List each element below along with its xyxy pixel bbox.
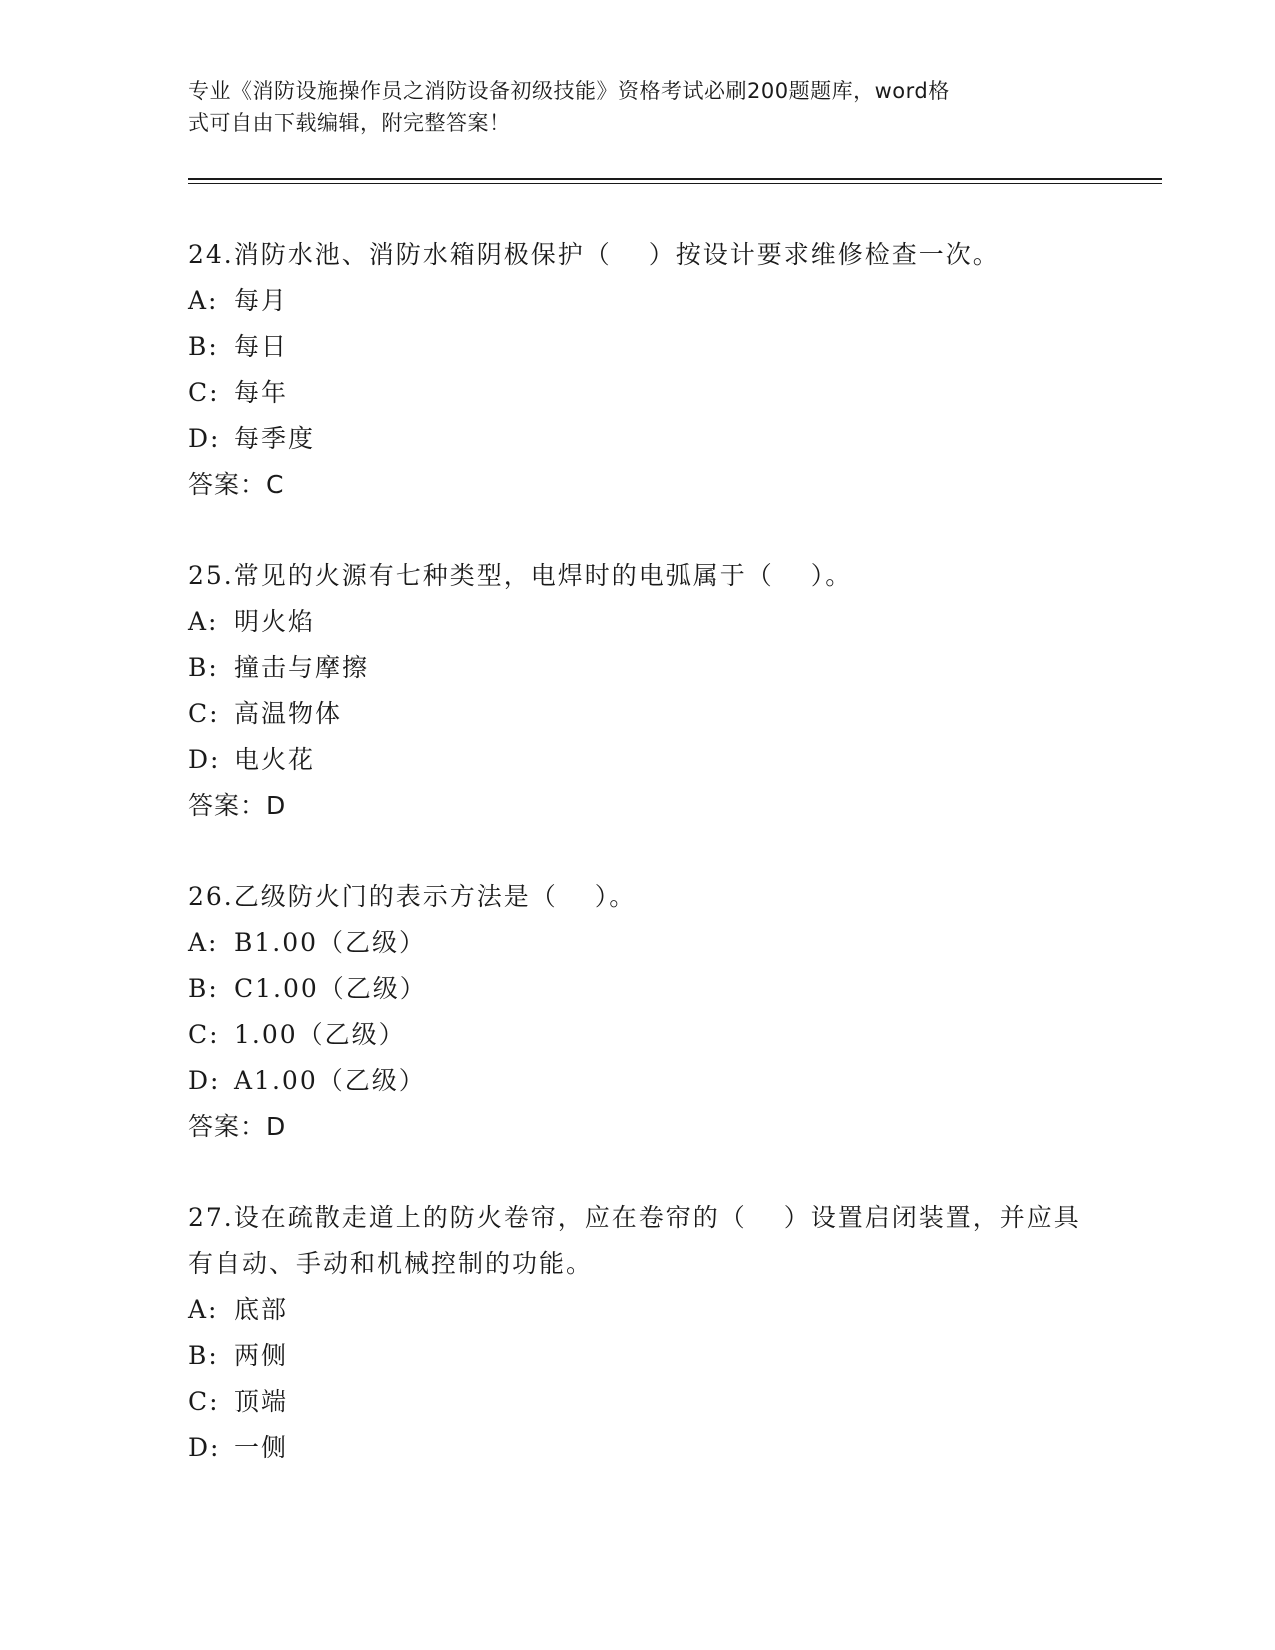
question-27 bbox=[188, 1195, 1088, 1471]
option-letter: A: bbox=[188, 286, 219, 315]
question-stem: 27.设在疏散走道上的防火卷帘，应在卷帘的（ ）设置启闭装置，并应具有自动、手动和机械控制的功能。 bbox=[188, 1203, 1081, 1278]
option-a bbox=[188, 1287, 1088, 1333]
option-a bbox=[188, 920, 1088, 966]
header-divider-thin bbox=[188, 183, 1162, 184]
option-letter: C: bbox=[188, 1020, 220, 1049]
option-b bbox=[188, 645, 1088, 691]
option-text: A1.00（乙级） bbox=[234, 1066, 426, 1095]
option-letter: D: bbox=[188, 424, 221, 453]
option-c bbox=[188, 1379, 1088, 1425]
option-letter: B: bbox=[188, 974, 219, 1003]
question-stem: 26.乙级防火门的表示方法是（ ）。 bbox=[188, 882, 637, 911]
question-24 bbox=[188, 232, 1088, 508]
option-letter: D: bbox=[188, 1066, 221, 1095]
option-letter: B: bbox=[188, 1341, 219, 1370]
header-divider-thick bbox=[188, 178, 1162, 180]
option-b bbox=[188, 966, 1088, 1012]
option-text: 每季度 bbox=[234, 424, 316, 453]
option-text: 每年 bbox=[234, 378, 289, 407]
option-c bbox=[188, 1012, 1088, 1058]
option-b bbox=[188, 1333, 1088, 1379]
option-letter: D: bbox=[188, 745, 221, 774]
option-b bbox=[188, 324, 1088, 370]
option-text: 底部 bbox=[234, 1295, 289, 1324]
option-letter: A: bbox=[188, 928, 219, 957]
option-text: 两侧 bbox=[234, 1341, 289, 1370]
option-text: C1.00（乙级） bbox=[234, 974, 427, 1003]
option-text: 顶端 bbox=[234, 1387, 289, 1416]
answer-text: 答案：C bbox=[188, 470, 285, 499]
option-letter: D: bbox=[188, 1433, 221, 1462]
option-c bbox=[188, 691, 1088, 737]
option-a bbox=[188, 599, 1088, 645]
answer-text: 答案：D bbox=[188, 791, 287, 820]
option-letter: B: bbox=[188, 332, 219, 361]
header-title-line-1: 专业《消防设施操作员之消防设备初级技能》资格考试必刷200题题库，word格 bbox=[188, 79, 950, 103]
option-text: 每日 bbox=[234, 332, 289, 361]
option-text: 一侧 bbox=[234, 1433, 289, 1462]
document-header bbox=[188, 75, 1068, 139]
option-letter: C: bbox=[188, 699, 220, 728]
option-c bbox=[188, 370, 1088, 416]
option-letter: B: bbox=[188, 653, 219, 682]
option-a bbox=[188, 278, 1088, 324]
option-text: 高温物体 bbox=[234, 699, 343, 728]
option-text: B1.00（乙级） bbox=[234, 928, 427, 957]
option-d bbox=[188, 1058, 1088, 1104]
option-text: 电火花 bbox=[234, 745, 316, 774]
option-letter: C: bbox=[188, 1387, 220, 1416]
question-26 bbox=[188, 874, 1088, 1150]
option-text: 撞击与摩擦 bbox=[234, 653, 370, 682]
option-letter: C: bbox=[188, 378, 220, 407]
option-text: 每月 bbox=[234, 286, 289, 315]
option-letter: A: bbox=[188, 1295, 219, 1324]
header-title-line-2: 式可自由下载编辑，附完整答案！ bbox=[188, 111, 511, 135]
question-stem: 25.常见的火源有七种类型，电焊时的电弧属于（ ）。 bbox=[188, 561, 853, 590]
option-text: 1.00（乙级） bbox=[234, 1020, 406, 1049]
question-25 bbox=[188, 553, 1088, 829]
answer-text: 答案：D bbox=[188, 1112, 287, 1141]
option-d bbox=[188, 1425, 1088, 1471]
option-text: 明火焰 bbox=[234, 607, 316, 636]
option-letter: A: bbox=[188, 607, 219, 636]
question-stem: 24.消防水池、消防水箱阴极保护（ ）按设计要求维修检查一次。 bbox=[188, 240, 1000, 269]
option-d bbox=[188, 737, 1088, 783]
option-d bbox=[188, 416, 1088, 462]
